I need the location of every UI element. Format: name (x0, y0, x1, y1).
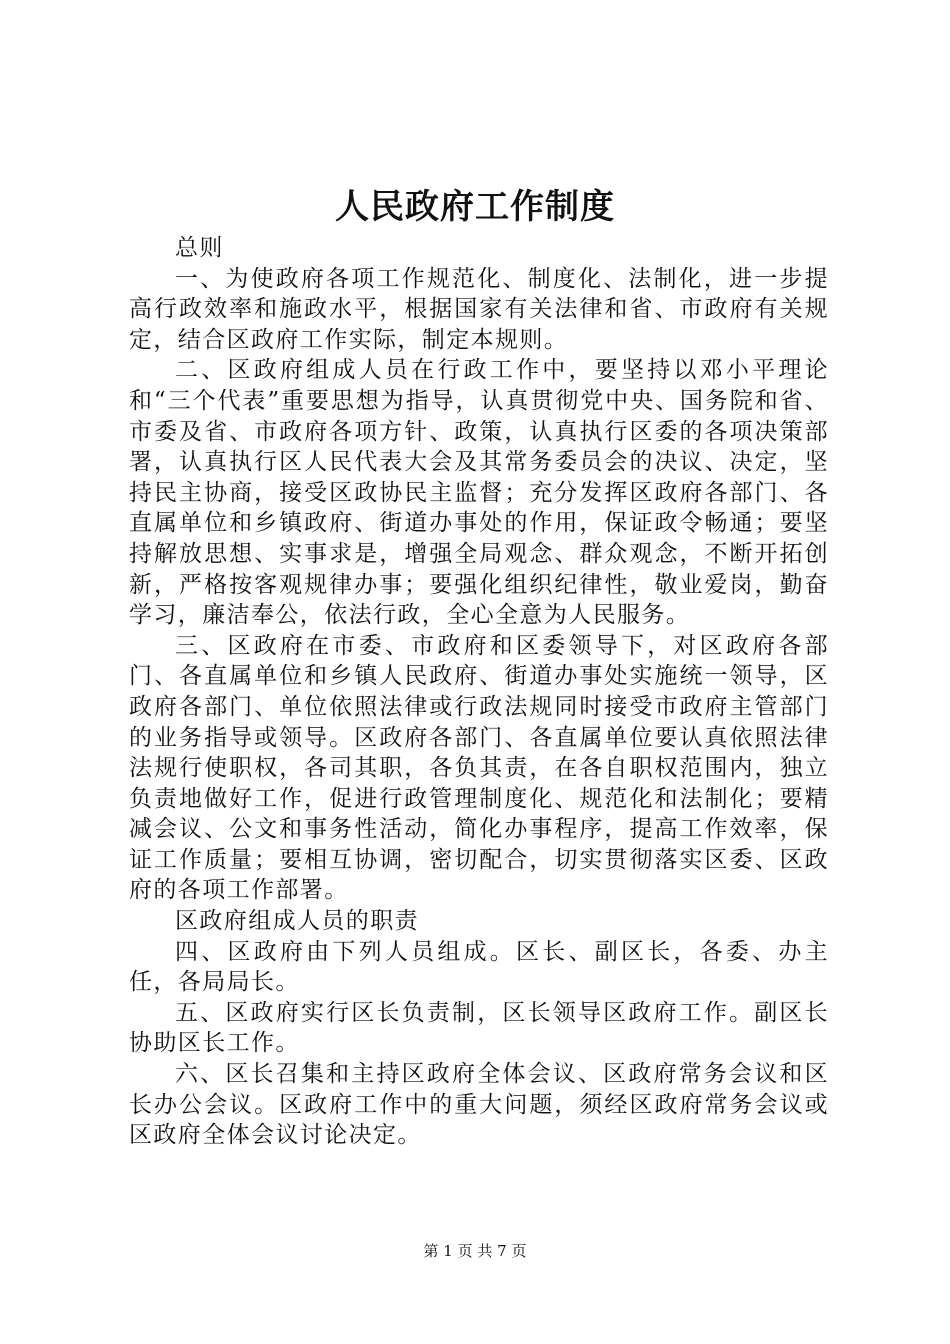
paragraph-article-4: 四、区政府由下列人员组成。区长、副区长，各委、办主任，各局局长。 (129, 938, 829, 996)
paragraph-article-1: 一、为使政府各项工作规范化、制度化、法制化，进一步提高行政效率和施政水平，根据国家有关法律和省、市政府有关规定，结合区政府工作实际，制定本规则。 (129, 265, 829, 353)
page-title: 人民政府工作制度 (335, 187, 615, 227)
section-heading-general: 总则 (175, 235, 224, 261)
paragraph-article-5: 五、区政府实行区长负责制，区长领导区政府工作。副区长协助区长工作。 (129, 999, 829, 1057)
paragraph-article-3: 三、区政府在市委、市政府和区委领导下，对区政府各部门、各直属单位和乡镇人民政府、街道办事处实施统一领导，区政府各部门、单位依照法律或行政法规同时接受市政府主管部门的业务指导或领导。区政府各部门、各直属单位要认真依照法律法规行使职权，各司其职，各负其责，在各自职权范围内，独立负责地做好工作，促进行政管理制度化、规范化和法制化；要精减会议、公文和事务性活动，简化办事程序，提高工作效率，保证工作质量；要相互协调，密切配合，切实贯彻落实区委、区政府的各项工作部署。 (129, 632, 829, 904)
section-heading-duties: 区政府组成人员的职责 (175, 908, 419, 935)
document-body (129, 233, 829, 1151)
page-footer: 第 1 页 共 7 页 (423, 1242, 527, 1260)
paragraph-article-2: 二、区政府组成人员在行政工作中，要坚持以邓小平理论和“三个代表”重要思想为指导，认真贯彻党中央、国务院和省、市委及省、市政府各项方针、政策，认真执行区委的各项决策部署，认真执行区人民代表大会及其常务委员会的决议、决定，坚持民主协商，接受区政协民主监督；充分发挥区政府各部门、各直属单位和乡镇政府、街道办事处的作用，保证政令畅通；要坚持解放思想、实事求是，增强全局观念、群众观念，不断开拓创新，严格按客观规律办事；要强化组织纪律性，敬业爱岗，勤奋学习，廉洁奉公，依法行政，全心全意为人民服务。 (129, 357, 829, 629)
paragraph-article-6: 六、区长召集和主持区政府全体会议、区政府常务会议和区长办公会议。区政府工作中的重大问题，须经区政府常务会议或区政府全体会议讨论决定。 (129, 1061, 829, 1149)
